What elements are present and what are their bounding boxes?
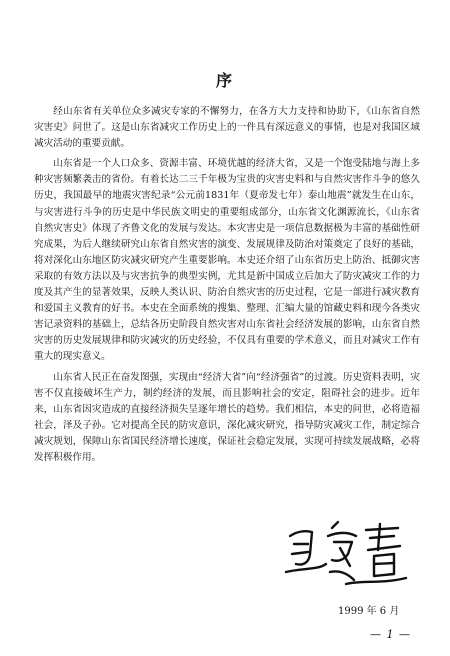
paragraph-2: 山东省是一个人口众多、资源丰富、环境优越的经济大省，又是一个饱受陆地与海上多种灾害频繁袭击的省份。有着长达二三千年极为宝贵的灾害史料和与自然灾害作斗争的悠久历史，我国最早的地震灾害纪录“公元前1831年（夏帝发七年）泰山地震”就发生在山东，与灾害进行斗争的历史是中华民族文明史的重要组成部分，山东省文化渊源流长，《山东省自然灾害史》体现了齐鲁文化的发展与发达。本灾害史是一项信息数据极为丰富的基础性研究成果，为后人继续研究山东省自然灾害的演变、发展规律及防治对策奠定了良好的基础，将对深化山东地区防灾减灾研究产生重要影响。本史还介绍了山东省历史上防治、抵御灾害采取的有效方法以及与灾害抗争的典型实例，尤其是新中国成立后加大了防灾减灾工作的力度及其产生的显著效果，反映人类认识、防治自然灾害的历史过程，它是一部进行减灾教育和爱国主义教育的好书。本史在全面系统的搜集、整理、汇编大量的馆藏史料和现今各类灾害记录资料的基础上，总结各历史阶段自然灾害对山东省社会经济发展的影响，山东省自然灾害的历史发展规律和防灾减灾的历史经验，不仅具有重要的学术意义，而且对减灾工作有重大的现实意义。: [34, 158, 420, 363]
preface-body: [34, 104, 420, 470]
page-number: — 1 —: [370, 628, 411, 641]
page-title: 序: [215, 71, 234, 90]
handwritten-signature: [282, 514, 412, 594]
paragraph-1: 经山东省有关单位众多减灾专家的不懈努力，在各方大力支持和协助下，《山东省自然灾害史》问世了。这是山东省减灾工作历史上的一件具有深远意义的事情，也是对我国区域减灾活动的重要贡献。: [34, 106, 420, 150]
date-line: 1999 年 6 月: [338, 606, 400, 617]
paragraph-3: 山东省人民正在奋发图强，实现由“经济大省”向“经济强省”的过渡。历史资料表明，灾害不仅直接破坏生产力，制约经济的发展，而且影响社会的安定，阻碍社会的进步。近年来，山东省因灾造成的直接经济损失呈逐年增长的趋势。我们相信，本史的问世，必将造福社会，泽及子孙。它对提高全民的防灾意识，深化减灾研究，指导防灾减灾工作，制定综合减灾规划，保障山东省国民经济增长速度，保证社会稳定发展，实现可持续发展战略，必将发挥积极作用。: [34, 371, 420, 463]
